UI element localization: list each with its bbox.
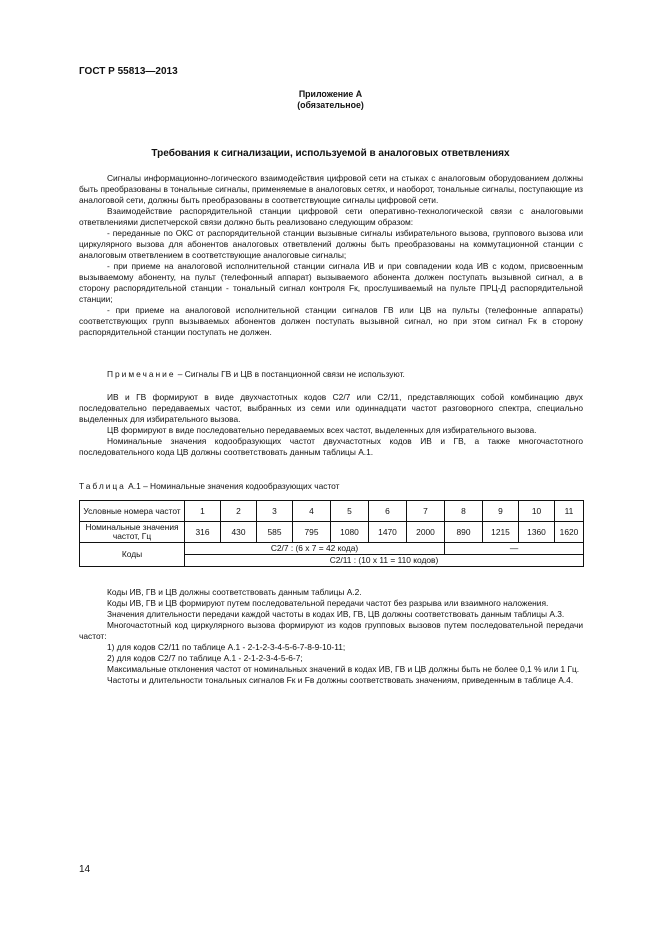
paragraph: Частоты и длительности тональных сигналов Fк и Fв должны соответствовать значениям, приведенным в таблице А.4. [107, 675, 574, 685]
table-cell: 1470 [369, 522, 407, 543]
table-cell-dash: — [445, 543, 584, 555]
table-row-header: Коды [80, 543, 185, 567]
page-number: 14 [79, 864, 91, 875]
paragraph: 1) для кодов С2/11 по таблице А.1 - 2-1-2-3-4-5-6-7-8-9-10-11; [107, 642, 346, 652]
body-block-2 [79, 392, 583, 458]
table-row [80, 522, 584, 543]
note-label: Примечание [107, 369, 176, 379]
body-block-1 [79, 173, 583, 338]
table-cell: 1 [185, 501, 221, 522]
table-row [80, 543, 584, 555]
table-cell: 6 [369, 501, 407, 522]
table-cell: 9 [483, 501, 519, 522]
body-block-3 [79, 587, 583, 686]
note-text: – Сигналы ГВ и ЦВ в постанционной связи не используют. [175, 369, 405, 379]
appendix-status: (обязательное) [297, 100, 364, 110]
table-cell: 1360 [519, 522, 555, 543]
paragraph: 2) для кодов С2/7 по таблице А.1 - 2-1-2-3-4-5-6-7; [107, 653, 303, 663]
table-cell: 585 [257, 522, 293, 543]
table-row [80, 501, 584, 522]
table-cell: 10 [519, 501, 555, 522]
paragraph: Номинальные значения кодообразующих частот двухчастотных кодов ИВ и ГВ, а также многочастотного последовательного кода ЦВ должны соответствовать данным таблицы А.1. [79, 436, 583, 457]
paragraph: - при приеме на аналоговой исполнительной станции сигнала ИВ и при совпадении кода ИВ с кодом, присвоенным вызываемому абоненту, на пульт (телефонный аппарат) вызываемого абонента должен поступать вызывной сигнал, а в сторону распорядительной станции - тональный сигнал контроля Fк, прослушиваемый на пульте ПРЦ-Д распорядительной станции; [79, 261, 583, 304]
table-row-header: Условные номера частот [80, 501, 185, 522]
table-cell-c211: С2/11 : (10 х 11 = 110 кодов) [185, 555, 584, 567]
table-cell: 4 [293, 501, 331, 522]
paragraph: Значения длительности передачи каждой частоты в кодах ИВ, ГВ, ЦВ должны соответствовать данным таблицы А.3. [107, 609, 565, 619]
table-cell: 316 [185, 522, 221, 543]
table-cell: 890 [445, 522, 483, 543]
table-cell: 2 [221, 501, 257, 522]
paragraph: ИВ и ГВ формируют в виде двухчастотных кодов С2/7 или С2/11, представляющих собой комбинацию двух последовательно передаваемых частот, выбранных из семи или одиннадцати частот разговорного спектра, специально выделенных для избирательного вызова. [79, 392, 583, 424]
table-caption-label: Таблица [79, 481, 126, 491]
table-cell: 11 [555, 501, 584, 522]
paragraph: ЦВ формируют в виде последовательно передаваемых всех частот, выделенных для избирательного вызова. [107, 425, 537, 435]
table-cell: 3 [257, 501, 293, 522]
table-cell: 1215 [483, 522, 519, 543]
table-cell: 430 [221, 522, 257, 543]
paragraph: Взаимодействие распорядительной станции цифровой сети оперативно-технологической связи с аналоговыми ответвлениями диспетчерской связи должно быть реализовано следующим образом: [79, 206, 583, 227]
table-caption [79, 481, 340, 492]
section-title: Требования к сигнализации, используемой в аналоговых ответвлениях [151, 148, 510, 159]
note [79, 369, 583, 380]
table-row-header: Номинальные значения частот, Гц [80, 522, 185, 543]
paragraph: Сигналы информационно-логического взаимодействия цифровой сети на стыках с аналоговым оборудованием должны быть преобразованы в тональные сигналы, применяемые в аналоговых сетях, и наоборот, тональные сигналы, поступающие из аналоговой сети, должны быть преобразованы в соответствующие сигналы цифровой сети. [79, 173, 583, 205]
table-cell-c27: С2/7 : (6 х 7 = 42 кода) [185, 543, 445, 555]
paragraph: - при приеме на аналоговой исполнительной станции сигналов ГВ или ЦВ на пульты (телефонные аппараты) соответствующих групп вызываемых абонентов должен поступать вызывной сигнал, но при этом сигнал Fк в сторону распорядительной станции поступать не должен. [79, 305, 583, 337]
table-cell: 7 [407, 501, 445, 522]
paragraph: Максимальные отклонения частот от номинальных значений в кодах ИВ, ГВ и ЦВ должны быть не более 0,1 % или 1 Гц. [107, 664, 580, 674]
paragraph: Коды ИВ, ГВ и ЦВ формируют путем последовательной передачи частот без разрыва или взаимного наложения. [107, 598, 549, 608]
table-cell: 2000 [407, 522, 445, 543]
appendix-title: Приложение А [298, 89, 363, 99]
table-cell: 795 [293, 522, 331, 543]
table-cell: 1620 [555, 522, 584, 543]
table-cell: 1080 [331, 522, 369, 543]
table-cell: 5 [331, 501, 369, 522]
paragraph: Многочастотный код циркулярного вызова формируют из кодов групповых вызовов путем последовательной передачи частот: [79, 620, 583, 641]
table-cell: 8 [445, 501, 483, 522]
paragraph: Коды ИВ, ГВ и ЦВ должны соответствовать данным таблицы А.2. [107, 587, 362, 597]
paragraph: - переданные по ОКС от распорядительной станции вызывные сигналы избирательного вызова, группового вызова или циркулярного вызова для абонентов аналоговых ответвлений должны быть преобразованы на коммутационной станции с аналоговым ответвлением в соответствующие аналоговые сигналы; [79, 228, 583, 260]
table-caption-text: А.1 – Номинальные значения кодообразующих частот [125, 481, 340, 491]
document-id: ГОСТ Р 55813—2013 [79, 66, 178, 77]
frequency-table [79, 500, 584, 567]
